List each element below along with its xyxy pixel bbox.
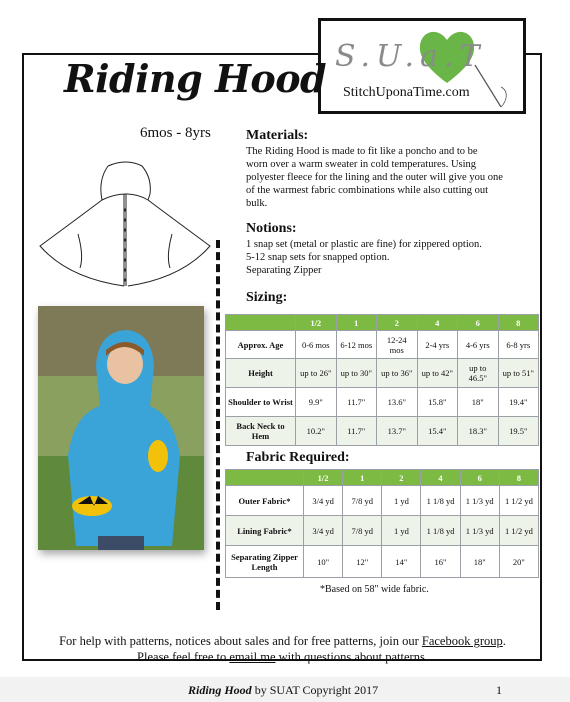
table-row (226, 546, 539, 578)
table-cell: 11.7" (336, 417, 377, 446)
table-cell: up to 46.5" (458, 359, 499, 388)
table-cell: 10" (304, 546, 343, 578)
sizing-table (225, 314, 539, 446)
table-row (226, 388, 539, 417)
needle-icon (471, 61, 511, 111)
table-cell: 3/4 yd (304, 516, 343, 546)
table-cell: 1 1/3 yd (460, 486, 499, 516)
table-cell: 7/8 yd (343, 516, 382, 546)
sizing-heading: Sizing: (246, 290, 288, 305)
table-cell: 18" (460, 546, 499, 578)
table-cell: 19.4" (498, 388, 539, 417)
col-header: 1/2 (296, 315, 337, 331)
row-label: Lining Fabric* (226, 516, 304, 546)
col-header: 1 (343, 470, 382, 486)
fabric-footnote: *Based on 58" wide fabric. (320, 584, 429, 595)
col-header: 6 (460, 470, 499, 486)
row-label: Approx. Age (226, 331, 296, 359)
notions-heading: Notions: (246, 221, 297, 236)
col-header: 8 (499, 470, 538, 486)
table-cell: 20" (499, 546, 538, 578)
table-row (226, 516, 539, 546)
table-cell: 1 1/8 yd (421, 516, 460, 546)
col-header: 2 (382, 470, 421, 486)
page-title: Riding Hood (64, 56, 327, 101)
table-cell: 1 yd (382, 516, 421, 546)
row-label: Height (226, 359, 296, 388)
table-cell: 1 1/8 yd (421, 486, 460, 516)
page-number: 1 (496, 683, 502, 697)
table-row (226, 359, 539, 388)
footer-copyright: Riding Hood by SUAT Copyright 2017 (188, 683, 379, 697)
table-cell: 14" (382, 546, 421, 578)
col-header: 2 (377, 315, 418, 331)
help-text: For help with patterns, notices about sales and for free patterns, join our Facebook group. Please feel free to email me with questions about patterns. (59, 634, 506, 664)
row-label: Separating Zipper Length (226, 546, 304, 578)
table-cell: 12" (343, 546, 382, 578)
table-cell: up to 26" (296, 359, 337, 388)
child-in-hood-photo (38, 306, 204, 550)
size-range: 6mos - 8yrs (140, 125, 211, 141)
table-cell: up to 30" (336, 359, 377, 388)
col-header: 1 (336, 315, 377, 331)
facebook-group-link[interactable]: Facebook group (421, 634, 503, 648)
email-me-link[interactable]: email me (229, 650, 276, 664)
row-label: Shoulder to Wrist (226, 388, 296, 417)
table-cell: 13.7" (377, 417, 418, 446)
col-header: 4 (417, 315, 458, 331)
table-cell: 1 1/2 yd (499, 516, 538, 546)
table-cell: 1 1/2 yd (499, 486, 538, 516)
fabric-heading: Fabric Required: (246, 450, 350, 465)
table-cell: 9.9" (296, 388, 337, 417)
table-cell: 3/4 yd (304, 486, 343, 516)
table-cell: up to 36" (377, 359, 418, 388)
table-cell: 15.8" (417, 388, 458, 417)
table-cell: 12-24 mos (377, 331, 418, 359)
table-cell: 15.4" (417, 417, 458, 446)
row-label: Back Neck to Hem (226, 417, 296, 446)
notions-text: 1 snap set (metal or plastic are fine) for zippered option. 5-12 snap sets for snapped option. Separating Zipper (246, 239, 482, 276)
table-cell: 0-6 mos (296, 331, 337, 359)
table-cell: 1 yd (382, 486, 421, 516)
table-cell: up to 42" (417, 359, 458, 388)
table-cell: 19.5" (498, 417, 539, 446)
table-cell: up to 51" (498, 359, 539, 388)
table-cell: 13.6" (377, 388, 418, 417)
table-cell: 10.2" (296, 417, 337, 446)
table-cell: 1 1/3 yd (460, 516, 499, 546)
col-header: 4 (421, 470, 460, 486)
table-cell: 18.3" (458, 417, 499, 446)
table-cell: 18" (458, 388, 499, 417)
materials-text: The Riding Hood is made to fit like a poncho and to be worn over a warm sweater in cold temperatures. Using polyester fleece for the lining and the outer will give you one of the warmest fabric combinations while also cutting out bulk. (246, 146, 503, 209)
table-cell: 4-6 yrs (458, 331, 499, 359)
materials-heading: Materials: (246, 128, 309, 143)
sizing-corner (226, 315, 296, 331)
fabric-table (225, 469, 539, 578)
table-cell: 11.7" (336, 388, 377, 417)
table-cell: 6-8 yrs (498, 331, 539, 359)
logo-letters: S.U.a.T (335, 39, 486, 74)
table-cell: 6-12 mos (336, 331, 377, 359)
table-row (226, 417, 539, 446)
logo-site-url: StitchUponaTime.com (343, 85, 470, 100)
table-row (226, 486, 539, 516)
col-header: 1/2 (304, 470, 343, 486)
col-header: 6 (458, 315, 499, 331)
poncho-sketch (38, 160, 214, 295)
table-cell: 2-4 yrs (417, 331, 458, 359)
fabric-corner (226, 470, 304, 486)
table-cell: 16" (421, 546, 460, 578)
row-label: Outer Fabric* (226, 486, 304, 516)
table-row (226, 331, 539, 359)
brand-logo[interactable] (318, 18, 526, 114)
dashed-divider (216, 240, 220, 610)
col-header: 8 (498, 315, 539, 331)
table-cell: 7/8 yd (343, 486, 382, 516)
